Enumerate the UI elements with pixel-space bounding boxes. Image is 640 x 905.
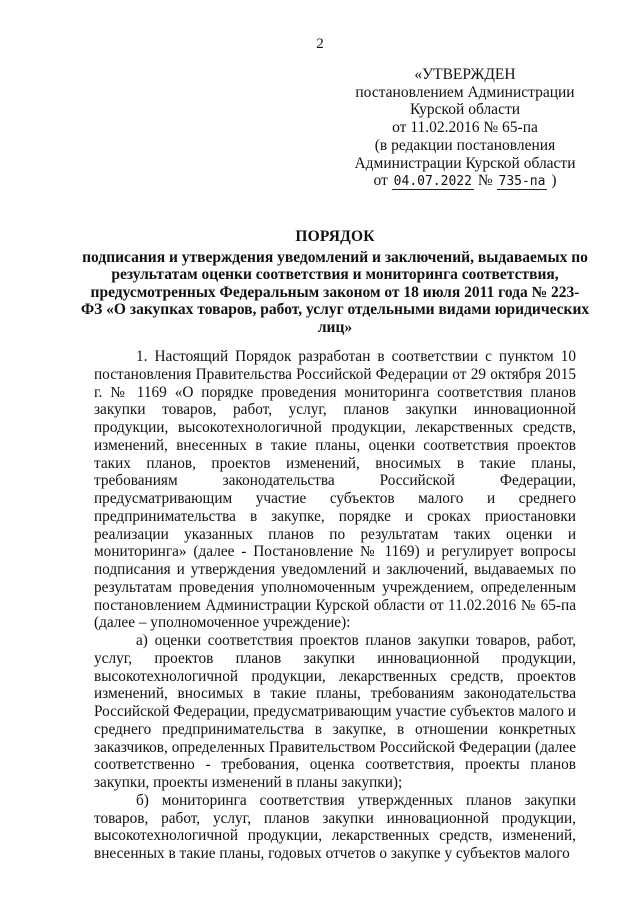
approval-line-6: Администрации Курской области: [354, 154, 576, 172]
document-title: [80, 228, 590, 337]
title-heading: ПОРЯДОК: [295, 228, 375, 245]
approval-number-sign: №: [477, 172, 493, 190]
paragraph-3: б) мониторинга соответствия утвержденных планов закупки товаров, работ, услуг, планов закупки инновационной продукции, высокотехнологичной продукции, лекарственных средств, изменений, внесенных в такие планы, годовых отчетов о закупке у субъектов малого: [94, 791, 576, 862]
approval-number-field: 735-па: [498, 174, 546, 190]
title-subheading: подписания и утверждения уведомлений и заключений, выдаваемых по результатам оценки соответствия и мониторинга соответствия, предусмотренных Федеральным законом от 18 июля 2011 года № 223-ФЗ «О закупках товаров, работ, услуг отдельными видами юридических лиц»: [80, 248, 590, 336]
document-body: [94, 348, 576, 863]
approval-date-field: 04.07.2022: [393, 174, 472, 190]
approval-line-2: постановлением Администрации: [355, 83, 575, 101]
page-number: 2: [316, 36, 324, 52]
approval-line-4: от 11.02.2016 № 65-па: [392, 119, 538, 137]
approval-line-7: [352, 172, 578, 190]
approval-closing-paren: ): [551, 172, 557, 190]
approval-from-label: от: [373, 172, 388, 190]
approval-stamp: [352, 66, 578, 190]
approval-line-5: (в редакции постановления: [374, 136, 556, 154]
approval-line-3: Курской области: [409, 101, 521, 119]
approval-line-1: «УТВЕРЖДЕН: [414, 66, 516, 83]
paragraph-1: 1. Настоящий Порядок разработан в соответствии с пунктом 10 постановления Правительства Российской Федерации от 29 октября 2015 г. № 1169 «О порядке проведения мониторинга соответствия планов закупки товаров, работ, услуг, планов закупки инновационной продукции, высокотехнологичной продукции, лекарственных средств, изменений, внесенных в такие планы, оценки соответствия проектов таких планов, проектов изменений, вносимых в такие планы, требованиям законодательства Российской Федерации, предусматривающим участие субъектов малого и среднего предпринимательства в закупке, порядке и сроках приостановки реализации указанных планов по результатам таких оценки и мониторинга» (далее - Постановление № 1169) и регулирует вопросы подписания и утверждения уведомлений и заключений, выдаваемых по результатам проведения уполномоченным учреждением, определенным постановлением Администрации Курской области от 11.02.2016 № 65-па (далее – уполномоченное учреждение):: [94, 348, 576, 632]
paragraph-2: а) оценки соответствия проектов планов закупки товаров, работ, услуг, проектов планов закупки инновационной продукции, высокотехнологичной продукции, лекарственных средств, проектов изменений, вносимых в такие планы, требованиям законодательства Российской Федерации, предусматривающим участие субъектов малого и среднего предпринимательства в закупке, в отношении конкретных заказчиков, определенных Правительством Российской Федерации (далее соответственно - требования, оценка соответствия, проекты планов закупки, проекты изменений в планы закупки);: [94, 632, 576, 791]
